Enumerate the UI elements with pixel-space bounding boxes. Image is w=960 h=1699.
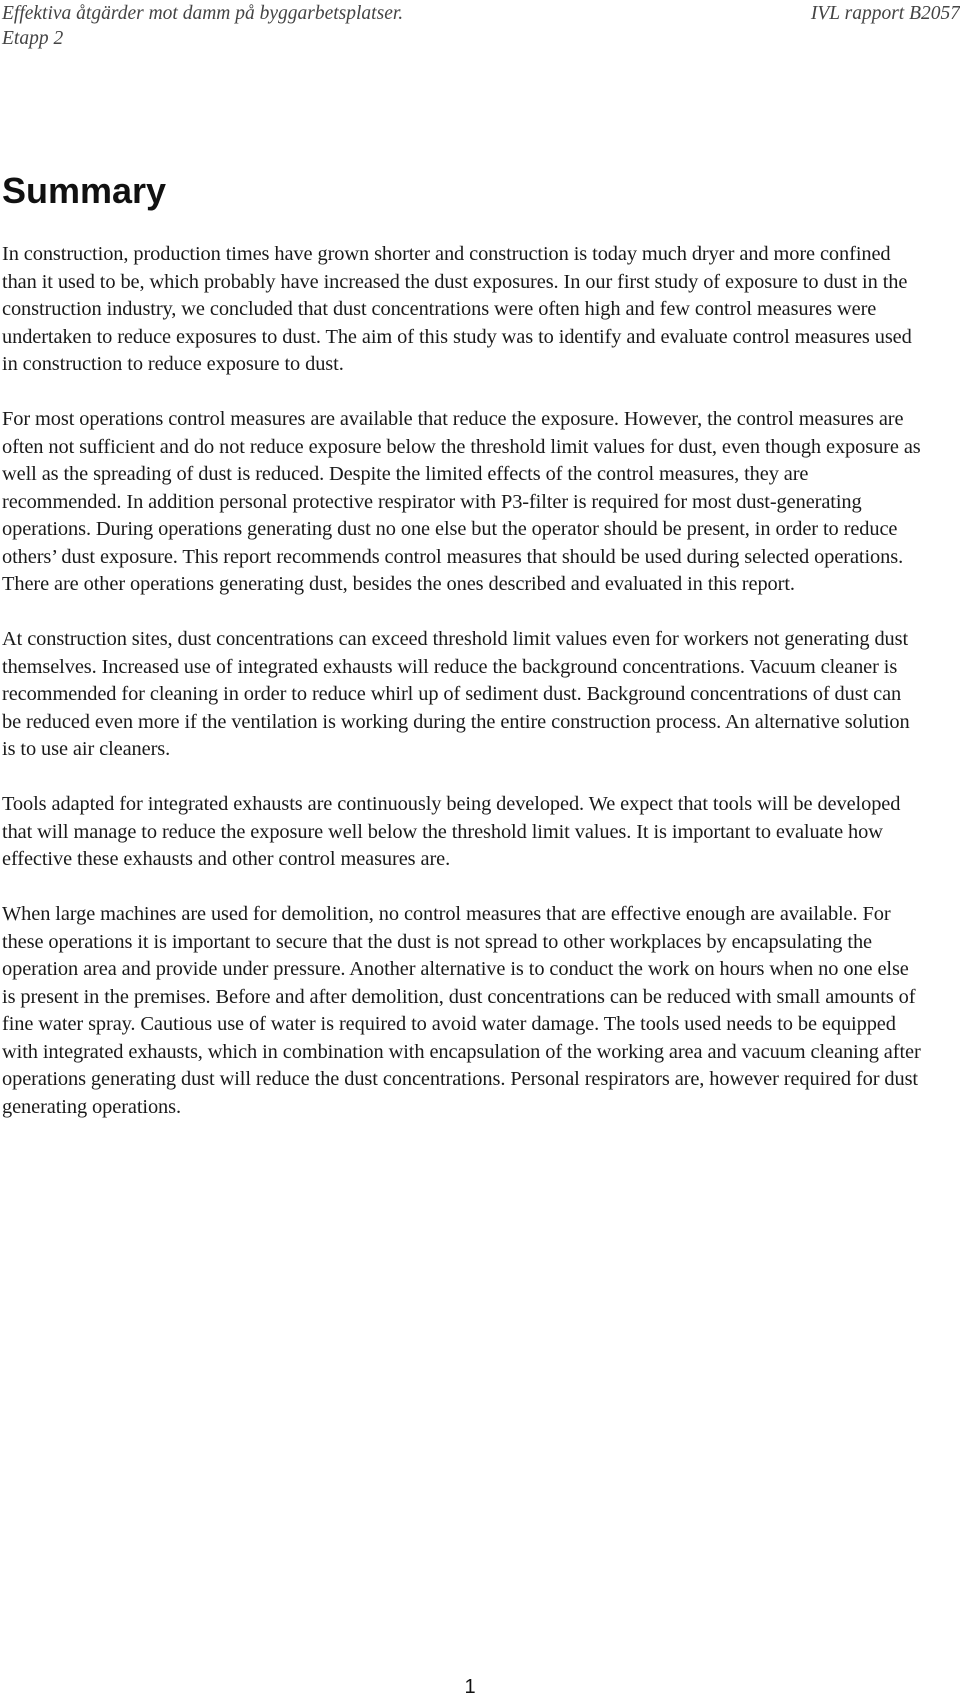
paragraph-5: When large machines are used for demolition, no control measures that are effective enough are available. For these operations it is important to secure that the dust is not spread to other workplaces by encapsulating the operation area and provide under pressure. Another alternative is to conduct the work on hours when no one else is present in the premises. Before and after demolition, dust concentrations can be reduced with small amounts of fine water spray. Cautious use of water is required to avoid water damage. The tools used needs to be equipped with integrated exhausts, which in combination with encapsulation of the working area and vacuum cleaning after operations generating dust will reduce the dust concentrations. Personal respirators are, however required for dust generating operations. xyxy=(2,903,921,1118)
report-title-line-1: Effektiva åtgärder mot damm på byggarbetsplatser. xyxy=(2,3,404,24)
paragraph-1: In construction, production times have grown shorter and construction is today much dryer and more confined than it used to be, which probably have increased the dust exposures. In our first study of exposure to dust in the construction industry, we concluded that dust concentrations were often high and few control measures were undertaken to reduce exposures to dust. The aim of this study was to identify and evaluate control measures used in construction to reduce exposure to dust. xyxy=(2,243,912,375)
summary-body xyxy=(2,241,922,1149)
paragraph-4: Tools adapted for integrated exhausts are continuously being developed. We expect that tools will be developed that will manage to reduce the exposure well below the threshold limit values. It is important to evaluate how effective these exhausts and other control measures are. xyxy=(2,793,901,870)
page-number: 1 xyxy=(464,1676,476,1698)
paragraph-3: At construction sites, dust concentrations can exceed threshold limit values even for workers not generating dust themselves. Increased use of integrated exhausts will reduce the background concentrations. Vacuum cleaner is recommended for cleaning in order to reduce whirl up of sediment dust. Background concentrations of dust can be reduced even more if the ventilation is working during the entire construction process. An alternative solution is to use air cleaners. xyxy=(2,628,910,760)
page-title: Summary xyxy=(2,170,167,211)
report-title xyxy=(2,1,403,51)
report-number: IVL rapport B2057 xyxy=(810,3,960,24)
report-title-line-2: Etapp 2 xyxy=(2,28,64,49)
page-header xyxy=(0,0,960,50)
paragraph-2: For most operations control measures are available that reduce the exposure. However, the control measures are often not sufficient and do not reduce exposure below the threshold limit values for dust, even though exposure as well as the spreading of dust is reduced. Despite the limited effects of the control measures, they are recommended. In addition personal protective respirator with P3-filter is required for most dust-generating operations. During operations generating dust no one else but the operator should be present, in order to reduce others’ dust exposure. This report recommends control measures that should be used during selected operations. There are other operations generating dust, besides the ones described and evaluated in this report. xyxy=(2,408,921,595)
